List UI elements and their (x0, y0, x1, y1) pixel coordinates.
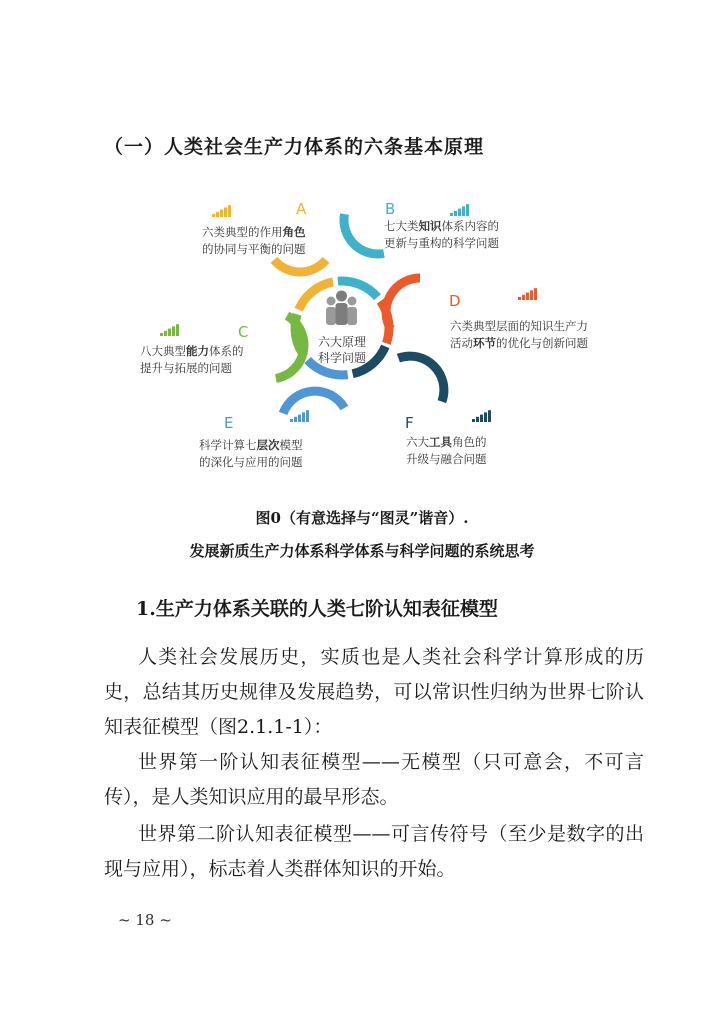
hook-arc-e (283, 391, 344, 413)
people-icon (326, 291, 357, 326)
bar-chart-icon (160, 324, 179, 336)
ring-arc-a (299, 282, 333, 310)
bar-chart-icon (518, 288, 537, 300)
item-letter-d: D (449, 292, 461, 310)
item-letter-f: F (405, 414, 414, 432)
item-text-d-line1: 六类典型层面的知识生产力 (450, 319, 588, 333)
figure-caption-line2: 发展新质生产力体系科学体系与科学问题的系统思考 (189, 542, 535, 560)
item-text-c-line1: 八大典型能力体系的 (140, 344, 244, 358)
six-principles-diagram (120, 190, 610, 482)
item-text-b-line1: 七大类知识体系内容的 (384, 219, 499, 233)
bar-chart-icon (290, 410, 309, 422)
item-text-b-line2: 更新与重构的科学问题 (384, 236, 499, 250)
section-heading: （一）人类社会生产力体系的六条基本原理 (104, 136, 485, 158)
item-text-f-line1: 六大工具角色的 (406, 435, 487, 449)
hook-arc-f (398, 356, 444, 402)
bar-chart-icon (212, 205, 231, 217)
item-text-a-line1: 六类典型的作用角色 (202, 225, 306, 239)
paragraph-2: 世界第一阶认知表征模型——无模型（只可意会，不可言传），是人类知识应用的最早形态。 (104, 751, 644, 808)
item-text-d-line2: 活动环节的优化与创新问题 (450, 336, 588, 350)
center-label-line2: 科学问题 (317, 351, 367, 365)
paragraph-1: 人类社会发展历史，实质也是人类社会科学计算形成的历史，总结其历史规律及发展趋势，可以常识性归纳为世界七阶认知表征模型（图2.1.1-1）： (104, 646, 644, 738)
paragraph-3: 世界第二阶认知表征模型——可言传符号（至少是数字的出现与应用），标志着人类群体知识的开始。 (104, 823, 644, 880)
hook-arc-d (386, 278, 420, 329)
figure-caption-line1: 图0（有意选择与“图灵”谐音）. (255, 509, 469, 527)
item-text-e-line1: 科学计算七层次模型 (199, 438, 303, 452)
item-letter-a: A (296, 200, 307, 218)
item-text-e-line2: 的深化与应用的问题 (199, 455, 303, 469)
bar-chart-icon (450, 204, 469, 216)
hook-arc-b (344, 214, 384, 254)
item-letter-c: C (238, 323, 249, 341)
subsection-heading: 1.生产力体系关联的人类七阶认知表征模型 (136, 598, 498, 620)
hook-arc-c (276, 316, 304, 379)
item-text-f-line2: 升级与融合问题 (406, 452, 487, 466)
center-label-line1: 六大原理 (317, 335, 367, 349)
item-text-a-line2: 的协同与平衡的问题 (202, 242, 306, 256)
item-text-c-line2: 提升与拓展的问题 (140, 361, 232, 375)
page-number: ~ 18 ~ (118, 911, 172, 929)
item-letter-e: E (224, 414, 234, 432)
hook-arc-a (274, 260, 326, 272)
bar-chart-icon (472, 410, 491, 422)
item-letter-b: B (385, 200, 396, 218)
